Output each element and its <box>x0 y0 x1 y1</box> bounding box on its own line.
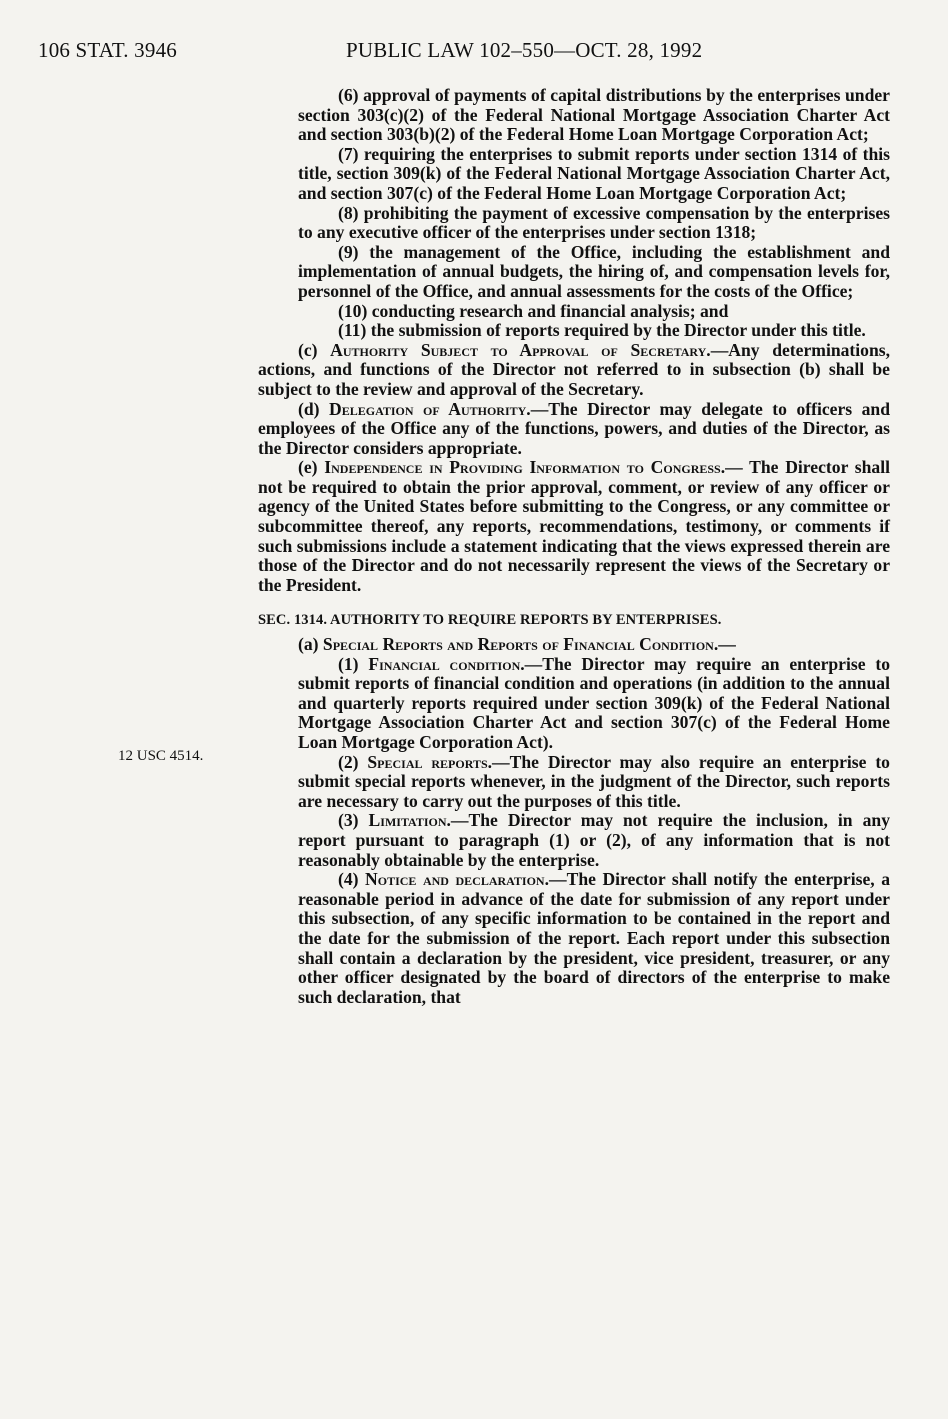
item-7: (7) requiring the enterprises to submit reports under section 1314 of this title, section 309(k) of the Federal National Mortgage Association Charter Act, and section 307(c) of the Federal Home Loan Mortgage Corporation Act; <box>298 143 890 203</box>
subsection-d-text: —The Director may delegate to officers and employees of the Office any of the functions, powers, and duties of the Director, as the Director considers appropriate. <box>258 398 890 458</box>
subsection-d-heading: Delegation of Authority. <box>329 398 531 419</box>
item-8: (8) prohibiting the payment of excessive compensation by the enterprises to any executive officer of the enterprises under section 1318; <box>298 202 890 243</box>
public-law-citation: PUBLIC LAW 102–550—OCT. 28, 1992 <box>346 38 703 62</box>
section-1314-subsection-a <box>258 635 890 655</box>
section-1314-heading: SEC. 1314. AUTHORITY TO REQUIRE REPORTS BY ENTERPRISES. <box>258 612 722 629</box>
subsection-c-text: —Any determinations, actions, and functions of the Director not referred to in subsection (b) shall be subject to the review and approval of the Secretary. <box>258 339 890 399</box>
paragraph-2-heading: Special reports. <box>367 751 493 772</box>
item-6: (6) approval of payments of capital distributions by the enterprises under section 303(c)(2) of the Federal National Mortgage Association Charter Act and section 303(b)(2) of the Federal Home Loan Mortgage Corporation Act; <box>298 85 890 145</box>
paragraph-2-label: (2) <box>338 751 359 772</box>
paragraph-1-heading: Financial condition. <box>368 653 525 674</box>
paragraph-1-label: (1) <box>338 653 359 674</box>
paragraph-4 <box>258 870 890 1007</box>
paragraph-4-text: —The Director shall notify the enterprise, a reasonable period in advance of the date for submission of any report under this subsection, of any specific information to be contained in the report and the date for the submission of the report. Each report under this subsection shall contain a declaration by the president, vice president, treasurer, or any other officer designated by the board of directors of the enterprise to make such declaration, that <box>298 869 890 1007</box>
stat-page-number: 106 STAT. 3946 <box>38 38 177 62</box>
item-9: (9) the management of the Office, including the establishment and implementation of annual budgets, the hiring of, and compensation levels for, personnel of the Office, and annual assessments for the costs of the Office; <box>298 241 890 301</box>
paragraph-3-heading: Limitation. <box>368 810 451 831</box>
paragraph-4-label: (4) <box>338 869 359 890</box>
subsection-e-label: (e) <box>298 457 318 478</box>
subsection-c <box>258 341 890 400</box>
subsection-d <box>258 400 890 459</box>
sub-a-label: (a) <box>298 634 319 655</box>
paragraph-3 <box>258 811 890 870</box>
subsection-d-label: (d) <box>298 398 320 419</box>
paragraph-1 <box>258 655 890 753</box>
subsection-e-heading: Independence in Providing Information to Congress. <box>324 457 726 478</box>
subsection-c-heading: Authority Subject to Approval of Secretary. <box>330 339 711 360</box>
sub-a-text: — <box>718 634 736 655</box>
subsection-b-items <box>258 86 890 341</box>
paragraph-4-heading: Notice and declaration. <box>365 869 550 890</box>
margin-note-usc: 12 USC 4514. <box>118 748 204 764</box>
item-10: (10) conducting research and financial analysis; and <box>338 300 729 321</box>
document-body <box>258 86 890 1007</box>
paragraph-2 <box>258 753 890 812</box>
paragraph-3-label: (3) <box>338 810 359 831</box>
item-11: (11) the submission of reports required by the Director under this title. <box>338 320 866 341</box>
paragraph-1-text: —The Director may require an enterprise to submit reports of financial condition and operations (in addition to the annual and quarterly reports required under section 309(k) of the Federal National Mortgage Association Charter Act and section 307(c) of the Federal Home Loan Mortgage Corporation Act). <box>298 653 890 752</box>
sub-a-heading: Special Reports and Reports of Financial Condition. <box>322 634 719 655</box>
paragraph-3-text: —The Director may not require the inclusion, in any report pursuant to paragraph (1) or (2), of any information that is not reasonably obtainable by the enterprise. <box>298 810 890 870</box>
page-header <box>38 38 898 66</box>
subsection-e <box>258 458 890 595</box>
subsection-e-text: — The Director shall not be required to obtain the prior approval, comment, or review of any officer or agency of the United States before submitting to the Congress, or any committee or subcommittee thereof, any reports, recommendations, testimony, or comments if such submissions include a statement indicating that the views expressed therein are those of the Director and do not necessarily represent the views of the Secretary or the President. <box>258 457 890 595</box>
paragraph-2-text: —The Director may also require an enterprise to submit special reports whenever, in the judgment of the Director, such reports are necessary to carry out the purposes of this title. <box>298 751 890 811</box>
subsection-c-label: (c) <box>298 339 318 360</box>
